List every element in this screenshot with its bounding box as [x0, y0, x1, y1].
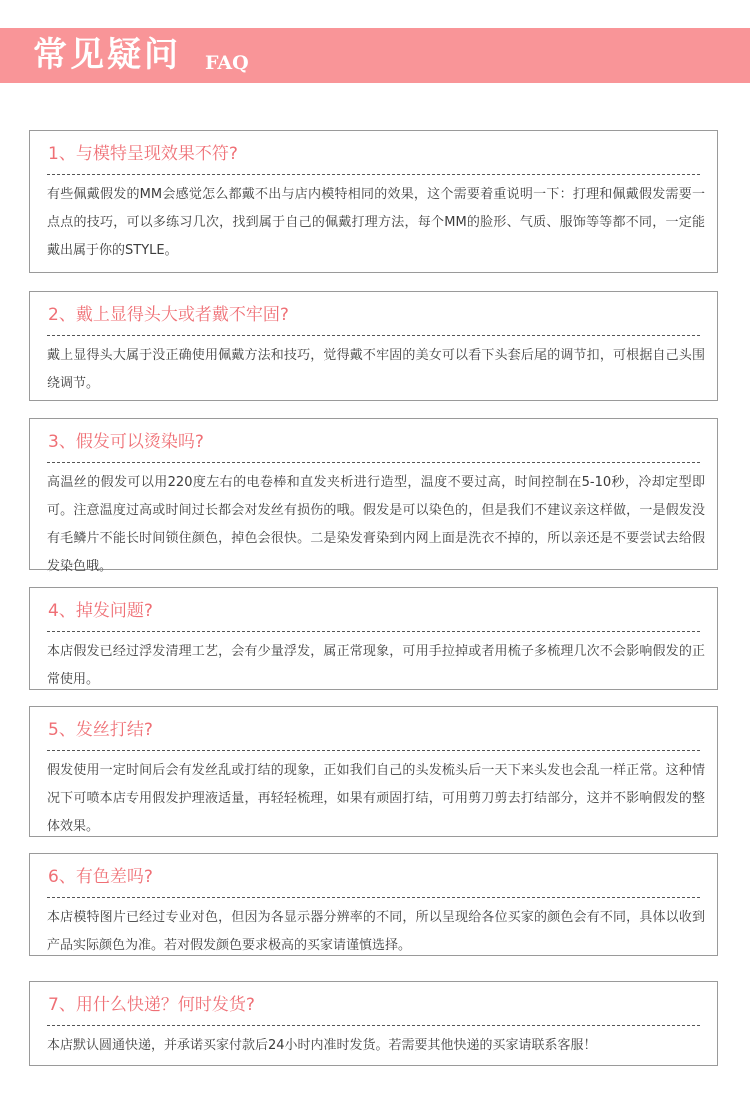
faq-item-3 — [29, 418, 718, 574]
faq-answer: 高温丝的假发可以用220度左右的电卷棒和直发夹析进行造型，温度不要过高，时间控制在5-10秒，冷却定型即可。注意温度过高或时间过长都会对发丝有损伤的哦。假发是可以染色的，但是我们不建议亲这样做，一是假发没有毛鳞片不能长时间锁住颜色，掉色会很快。二是染发膏染到内网上面是洗衣不掉的，所以亲还是不要尝试去给假发染色哦。 — [47, 475, 705, 574]
faq-answer: 本店默认圆通快递，并承诺买家付款后24小时内准时发货。若需要其他快递的买家请联系客服！ — [47, 1038, 597, 1053]
faq-question: 7、用什么快递？何时发货? — [48, 995, 255, 1015]
divider — [47, 897, 700, 898]
faq-question: 2、戴上显得头大或者戴不牢固? — [48, 305, 289, 325]
faq-item-1 — [29, 130, 718, 273]
faq-item-2 — [29, 291, 718, 401]
page-title-en: FAQ — [205, 52, 249, 74]
divider — [47, 462, 700, 463]
divider — [47, 750, 700, 751]
faq-question: 6、有色差吗? — [48, 867, 153, 887]
faq-item-5 — [29, 706, 718, 837]
faq-question: 3、假发可以烫染吗? — [48, 432, 204, 452]
divider — [47, 1025, 700, 1026]
divider — [47, 631, 700, 632]
divider — [47, 174, 700, 175]
page-title: 常见疑问 — [33, 35, 181, 75]
faq-item-4 — [29, 587, 718, 690]
faq-answer: 戴上显得头大属于没正确使用佩戴方法和技巧，觉得戴不牢固的美女可以看下头套后尾的调节扣，可根据自己头围绕调节。 — [47, 348, 705, 391]
faq-question: 5、发丝打结? — [48, 720, 153, 740]
faq-answer: 有些佩戴假发的MM会感觉怎么都戴不出与店内模特相同的效果，这个需要着重说明一下：打理和佩戴假发需要一点点的技巧，可以多练习几次，找到属于自己的佩戴打理方法，每个MM的脸形、气质、服饰等等都不同，一定能戴出属于你的STYLE。 — [47, 187, 705, 258]
divider — [47, 335, 700, 336]
faq-item-7 — [29, 981, 718, 1066]
faq-item-6 — [29, 853, 718, 956]
faq-answer: 本店假发已经过浮发清理工艺，会有少量浮发，属正常现象，可用手拉掉或者用梳子多梳理几次不会影响假发的正常使用。 — [47, 644, 705, 687]
faq-question: 4、掉发问题? — [48, 601, 153, 621]
faq-question: 1、与模特呈现效果不符? — [48, 144, 238, 164]
faq-answer: 假发使用一定时间后会有发丝乱或打结的现象，正如我们自己的头发梳头后一天下来头发也会乱一样正常。这种情况下可喷本店专用假发护理液适量，再轻轻梳理，如果有顽固打结，可用剪刀剪去打结部分，这并不影响假发的整体效果。 — [47, 763, 705, 834]
faq-answer: 本店模特图片已经过专业对色，但因为各显示器分辨率的不同，所以呈现给各位买家的颜色会有不同，具体以收到产品实际颜色为准。若对假发颜色要求极高的买家请谨慎选择。 — [47, 910, 705, 953]
faq-header-banner — [0, 28, 750, 83]
